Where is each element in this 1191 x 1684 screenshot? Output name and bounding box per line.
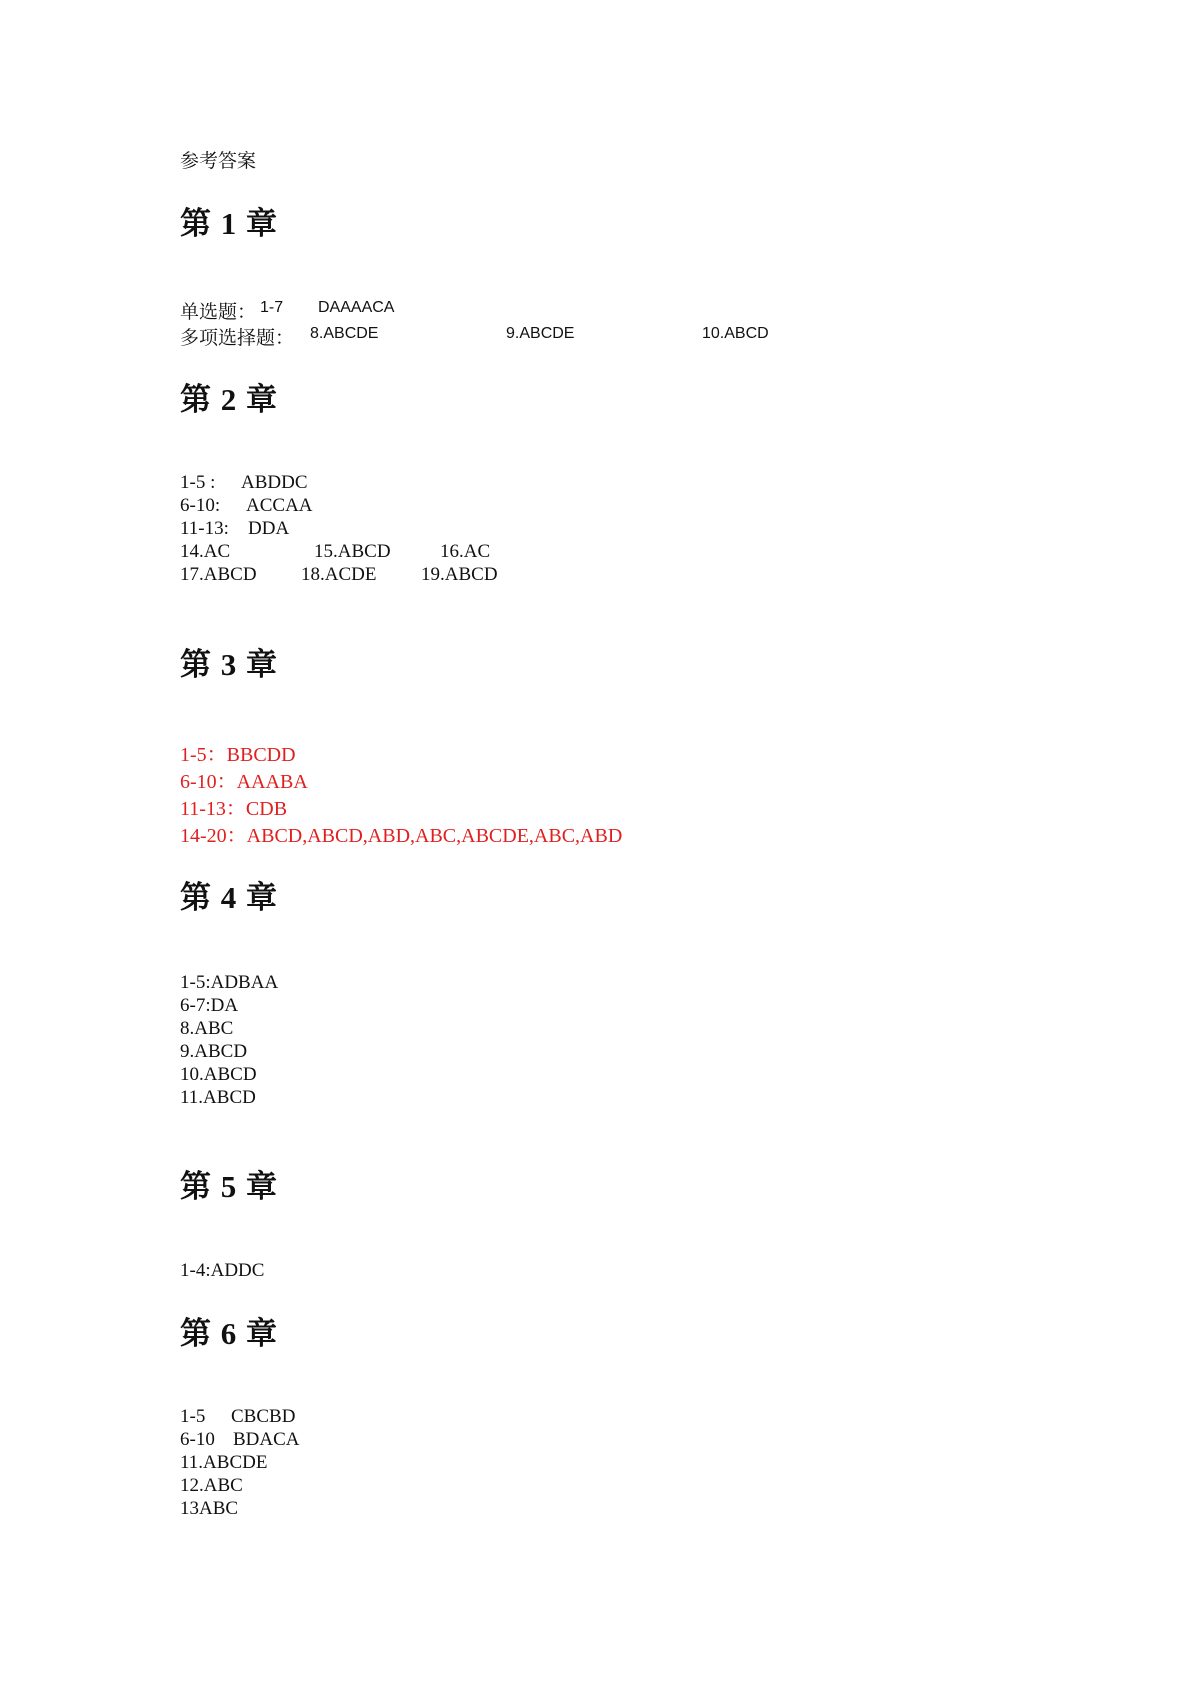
ch2-line-label: 6-10: [180,495,221,516]
ch4-answer-line: 11.ABCD [180,1087,256,1108]
ch1-single-answers: DAAAACA [318,299,395,316]
ch3-answer-line: 11-13：CDB [180,798,288,820]
chapter-4-heading: 第 4 章 [180,880,278,915]
chapter-3-heading: 第 3 章 [180,647,278,682]
ch2-line-label: 1-5 : [180,472,216,493]
ch2-item: 15.ABCD [314,541,391,562]
ch4-answer-line: 9.ABCD [180,1041,248,1062]
ch4-answer-line: 6-7:DA [180,995,239,1016]
ch2-line-value: ACCAA [246,495,313,516]
ch2-item: 19.ABCD [421,564,498,585]
chapter-1-heading: 第 1 章 [180,206,278,241]
ch2-line-label: 11-13: [180,518,229,539]
ch1-multi-item: 10.ABCD [702,325,769,342]
ch3-answer-line: 6-10：AAABA [180,771,308,793]
ch2-item: 18.ACDE [301,564,377,585]
ch2-item: 14.AC [180,541,231,562]
ch1-multi-item: 9.ABCDE [506,325,575,342]
ch1-multi-label: 多项选择题： [180,328,295,349]
document-title: 参考答案 [180,151,257,172]
ch5-answer-line: 1-4:ADDC [180,1260,265,1281]
ch6-line-label: 6-10 [180,1429,215,1450]
ch6-answer-line: 11.ABCDE [180,1452,268,1473]
ch1-single-range: 1-7 [260,299,284,316]
ch6-line-value: CBCBD [231,1406,296,1427]
chapter-6-heading: 第 6 章 [180,1316,278,1351]
ch4-answer-line: 1-5:ADBAA [180,972,279,993]
ch2-line-value: DDA [248,518,290,539]
chapter-5-heading: 第 5 章 [180,1169,278,1204]
ch6-answer-line: 13ABC [180,1498,239,1519]
ch2-item: 16.AC [440,541,491,562]
ch2-item: 17.ABCD [180,564,257,585]
chapter-2-heading: 第 2 章 [180,382,278,417]
ch6-line-label: 1-5 [180,1406,206,1427]
ch3-answer-line: 14-20：ABCD,ABCD,ABD,ABC,ABCDE,ABC,ABD [180,825,623,847]
ch1-single-label: 单选题： [180,302,257,323]
ch3-answer-line: 1-5：BBCDD [180,744,296,766]
ch4-answer-line: 8.ABC [180,1018,234,1039]
ch4-answer-line: 10.ABCD [180,1064,257,1085]
ch6-answer-line: 12.ABC [180,1475,243,1496]
ch1-multi-item: 8.ABCDE [310,325,379,342]
ch6-line-value: BDACA [233,1429,300,1450]
ch2-line-value: ABDDC [241,472,308,493]
